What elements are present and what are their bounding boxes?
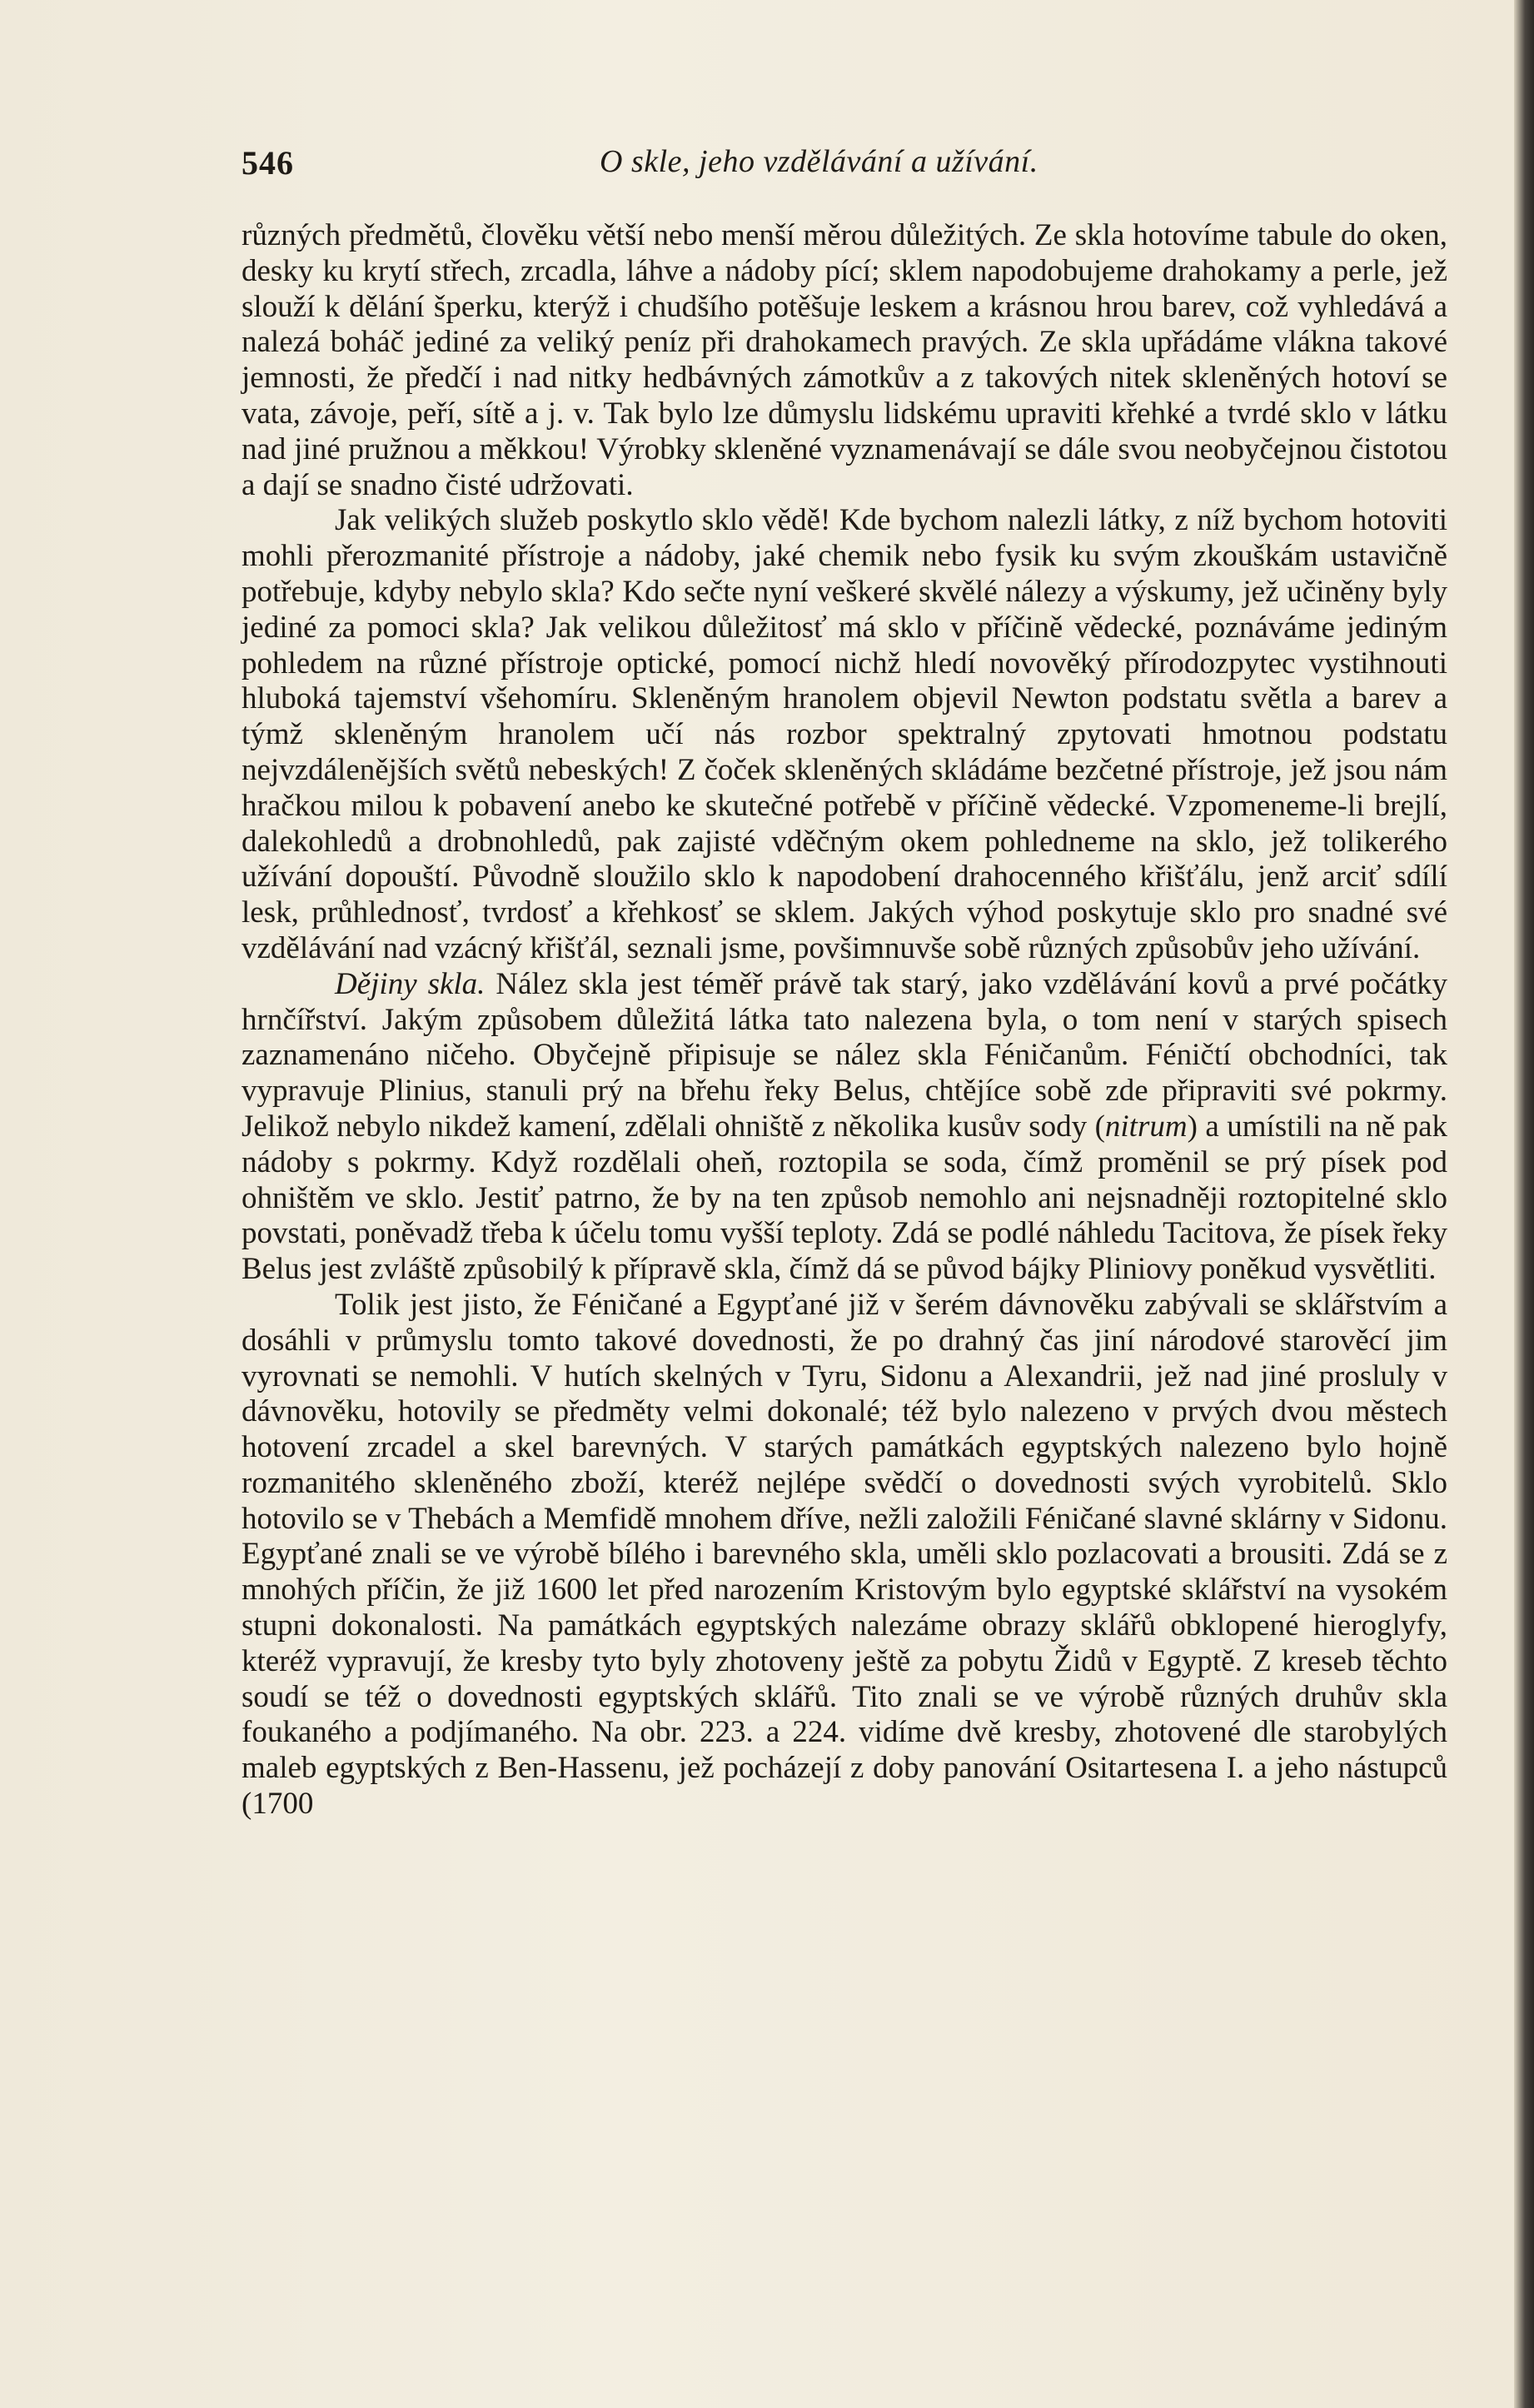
running-title: O skle, jeho vzdělávání a užívání. (600, 144, 1038, 179)
page-number: 546 (242, 144, 294, 182)
page-header (242, 143, 1441, 190)
paragraph (242, 503, 1447, 966)
paragraph-text: ) a umístili na ně pak nádoby s pokrmy. Když rozdělali oheň, roztopila se soda, čímž proměnil se prý písek pod ohništěm ve sklo. Jestiť patrno, že by na ten způsob nemohlo ani nejsnadněji roztopitelné sklo povstati, poněvadž třeba k účelu tomu vyšší teploty. Zdá se podlé náhledu Tacitova, že písek řeky Belus jest zvláště způsobilý k přípravě skla, čímž dá se původ bájky Pliniovy poněkud vysvětliti. (242, 1109, 1447, 1287)
paragraph (242, 1288, 1447, 1822)
paragraph-history-of-glass (242, 967, 1447, 1288)
body-text (242, 218, 1447, 1822)
page-edge-shadow (1514, 0, 1534, 2408)
paragraph-text: Jak velikých služeb poskytlo sklo vědě! Kde bychom nalezli látky, z níž bychom hotoviti mohli přerozmanité přístroje a nádoby, jaké chemik nebo fysik ku svým zkouškám ustavičně potřebuje, kdyby nebylo skla? Kdo sečte nyní veškeré skvělé nálezy a výskumy, jež učiněny byly jediné za pomoci skla? Jak velikou důležitosť má sklo v příčině vědecké, poznáváme jediným pohledem na různé přístroje optické, pomocí nichž hledí novověký přírodozpytec vystihnouti hluboká tajemství všehomíru. Skleněným hranolem objevil Newton podstatu světla a barev a týmž skleněným hranolem učí nás rozbor spektralný zpytovati hmotnou podstatu nejvzdálenějších světů nebeských! Z čoček skleněných skládáme bezčetné přístroje, jež jsou nám hračkou milou k pobavení anebo ke skutečné potřebě v příčině vědecké. Vzpomeneme-li brejlí, dalekohledů a drobnohledů, pak zajisté vděčným okem pohledneme na sklo, jež tolikerého užívání dopouští. Původně sloužilo sklo k napodobení drahocenného křišťálu, jenž arciť sdílí lesk, průhlednosť, tvrdosť a křehkosť se sklem. Jakých výhod poskytuje sklo pro snadné své vzdělávání nad vzácný křišťál, seznali jsme, povšimnuvše sobě různých způsobův jeho užívání. (242, 503, 1447, 965)
paragraph-continued (242, 218, 1447, 503)
italic-term: nitrum (1104, 1109, 1188, 1144)
paragraph-text: Nález skla jest téměř právě tak starý, jako vzdělávání kovů a prvé počátky hrnčířství. Jakým způsobem důležitá látka tato nalezena byla, o tom není v starých spisech zaznamenáno ničeho. Obyčejně připisuje se nález skla Féničanům. Féničtí obchodníci, tak vypravuje Plinius, stanuli prý na břehu řeky Belus, chtějíce sobě zde připraviti své pokrmy. Jelikož nebylo nikdež kamení, zdělali ohniště z několika kusův sody ( (242, 966, 1447, 1144)
paragraph-text: různých předmětů, člověku větší nebo menší měrou důležitých. Ze skla hotovíme tabule do oken, desky ku krytí střech, zrcadla, láhve a nádoby pící; sklem napodobujeme drahokamy a perle, jež slouží k dělání šperku, kterýž i chudšího potěšuje leskem a krásnou hrou barev, což vyhledává a nalezá boháč jediné za veliký peníz při drahokamech pravých. Ze skla upřádáme vlákna takové jemnosti, že předčí i nad nitky hedbávných zámotkův a z takových nitek skleněných hotoví se vata, závoje, peří, sítě a j. v. Tak bylo lze důmyslu lidskému upraviti křehké a tvrdé sklo v látku nad jiné pružnou a měkkou! Výrobky skleněné vyznamenávají se dále svou neobyčejnou čistotou a dají se snadno čisté udržovati. (242, 218, 1447, 502)
section-lead-in: Dějiny skla. (335, 966, 486, 1001)
paragraph-text: Tolik jest jisto, že Féničané a Egypťané již v šerém dávnověku zabývali se sklářstvím a dosáhli v průmyslu tomto takové dovednosti, že po drahný čas jiní národové starověcí jim vyrovnati se nemohli. V hutích skelných v Tyru, Sidonu a Alexandrii, jež nad jiné prosluly v dávnověku, hotovily se předměty velmi dokonalé; též bylo nalezeno v prvých dvou městech hotovení zrcadel a skel barevných. V starých památkách egyptských nalezeno bylo hojně rozmanitého skleněného zboží, kteréž nejlépe svědčí o dovednosti svých vyrobitelů. Sklo hotovilo se v Thebách a Memfidě mnohem dříve, nežli založili Féničané slavné sklárny v Sidonu. Egypťané znali se ve výrobě bílého i barevného skla, uměli sklo pozlacovati a brousiti. Zdá se z mnohých příčin, že již 1600 let před narozením Kristovým bylo egyptské sklářství na vysokém stupni dokonalosti. Na památkách egyptských nalezáme obrazy sklářů obklopené hieroglyfy, kteréž vypravují, že kresby tyto byly zhotoveny ještě za pobytu Židů v Egyptě. Z kreseb těchto soudí se též o dovednosti egyptských sklářů. Tito znali se ve výrobě různých druhův skla foukaného a podjímaného. Na obr. 223. a 224. vidíme dvě kresby, zhotovené dle starobylých maleb egyptských z Ben-Hassenu, jež pocházejí z doby panování Ositartesena I. a jeho nástupců (1700 (242, 1287, 1447, 1822)
